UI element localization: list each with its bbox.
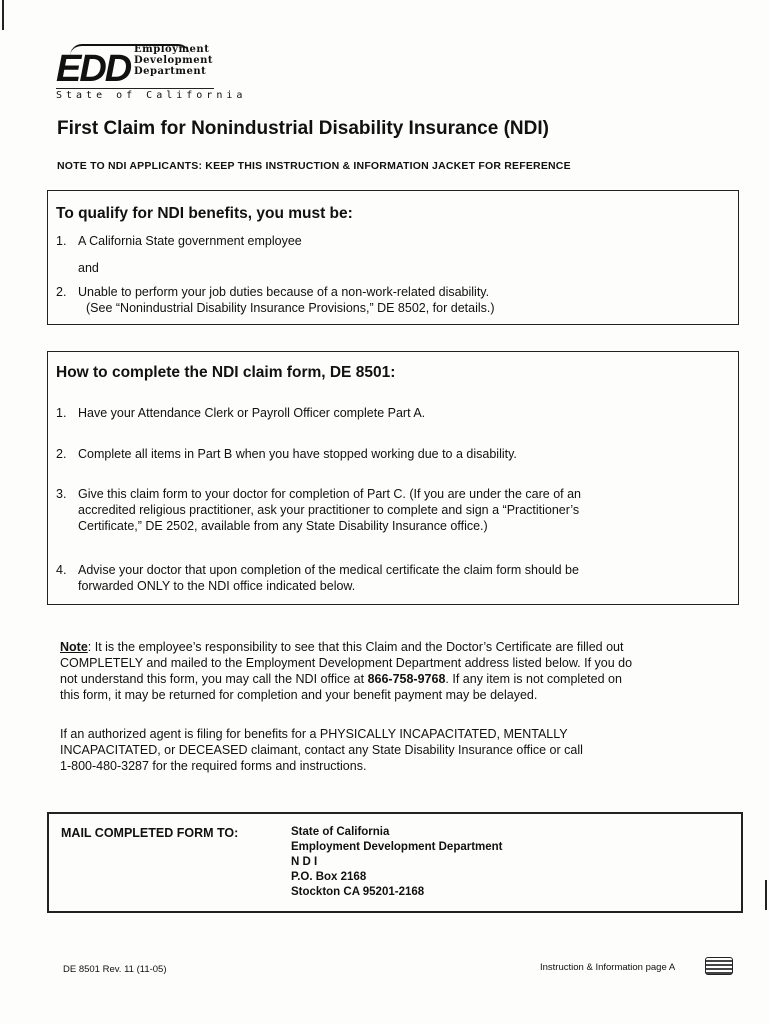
note-label: Note: [60, 640, 88, 654]
logo-department-name: Employment Development Department: [134, 44, 214, 77]
mail-address-box: [47, 812, 743, 913]
agent-paragraph: If an authorized agent is filing for benefits for a PHYSICALLY INCAPACITATED, MENTALLY INCAPACITATED, or DECEASED claimant, contact any State Disability Insurance office or call 1-800-480-3287 for the required forms and instructions.: [60, 727, 583, 773]
page-title: First Claim for Nonindustrial Disability Insurance (NDI): [57, 118, 549, 139]
note-to-applicants: NOTE TO NDI APPLICANTS: KEEP THIS INSTRUCTION & INFORMATION JACKET FOR REFERENCE: [57, 160, 571, 172]
logo-mark: EDD: [56, 48, 131, 90]
form-revision: DE 8501 Rev. 11 (11-05): [63, 964, 167, 975]
qualify-heading: To qualify for NDI benefits, you must be:: [56, 205, 353, 222]
qualify-box: To qualify for NDI benefits, you must be: 1. A California State government employee and 2. Unable to perform your job duties because of a non-work-related disability. (See “Nonindustrial Disability Insurance Provisions,” DE 8502, for details.): [47, 190, 739, 325]
scan-edge-left: [2, 0, 4, 30]
qualify-and: and: [78, 261, 99, 275]
mail-address: State of California Employment Development Department N D I P.O. Box 2168 Stockton CA 95201-2168: [291, 826, 503, 898]
logo-state: State of California: [56, 90, 247, 101]
mail-label: MAIL COMPLETED FORM TO:: [61, 826, 239, 840]
page-label: Instruction & Information page A: [540, 962, 676, 973]
scan-edge-right: [765, 880, 767, 910]
recycle-logo-icon: [705, 957, 733, 975]
howto-box: How to complete the NDI claim form, DE 8501: 1. Have your Attendance Clerk or Payroll Officer complete Part A. 2. Complete all items in Part B when you have stopped working due to a disability. 3. Give this claim form to your doctor for completion of Part C. (If you are under the care of an accredited religious practitioner, ask your practitioner to complete and sign a “Practitioner’s Certificate,” DE 2502, available from any State Disability Insurance office.) 4. Advise your doctor that upon completion of the medical certificate the claim form should be forwarded ONLY to the NDI office indicated below.: [47, 351, 739, 605]
edd-logo: [56, 44, 247, 104]
note-paragraph: Note: It is the employee’s responsibility to see that this Claim and the Doctor’s Certificate are filled out COMPLETELY and mailed to the Employment Development Department address listed below. If you do not understand this form, you may call the NDI office at 866-758-9768. If any item is not completed on this form, it may be returned for completion and your benefit payment may be delayed.: [60, 640, 633, 702]
ndi-phone-number: 866-758-9768: [367, 672, 446, 686]
howto-heading: How to complete the NDI claim form, DE 8501:: [56, 364, 396, 381]
